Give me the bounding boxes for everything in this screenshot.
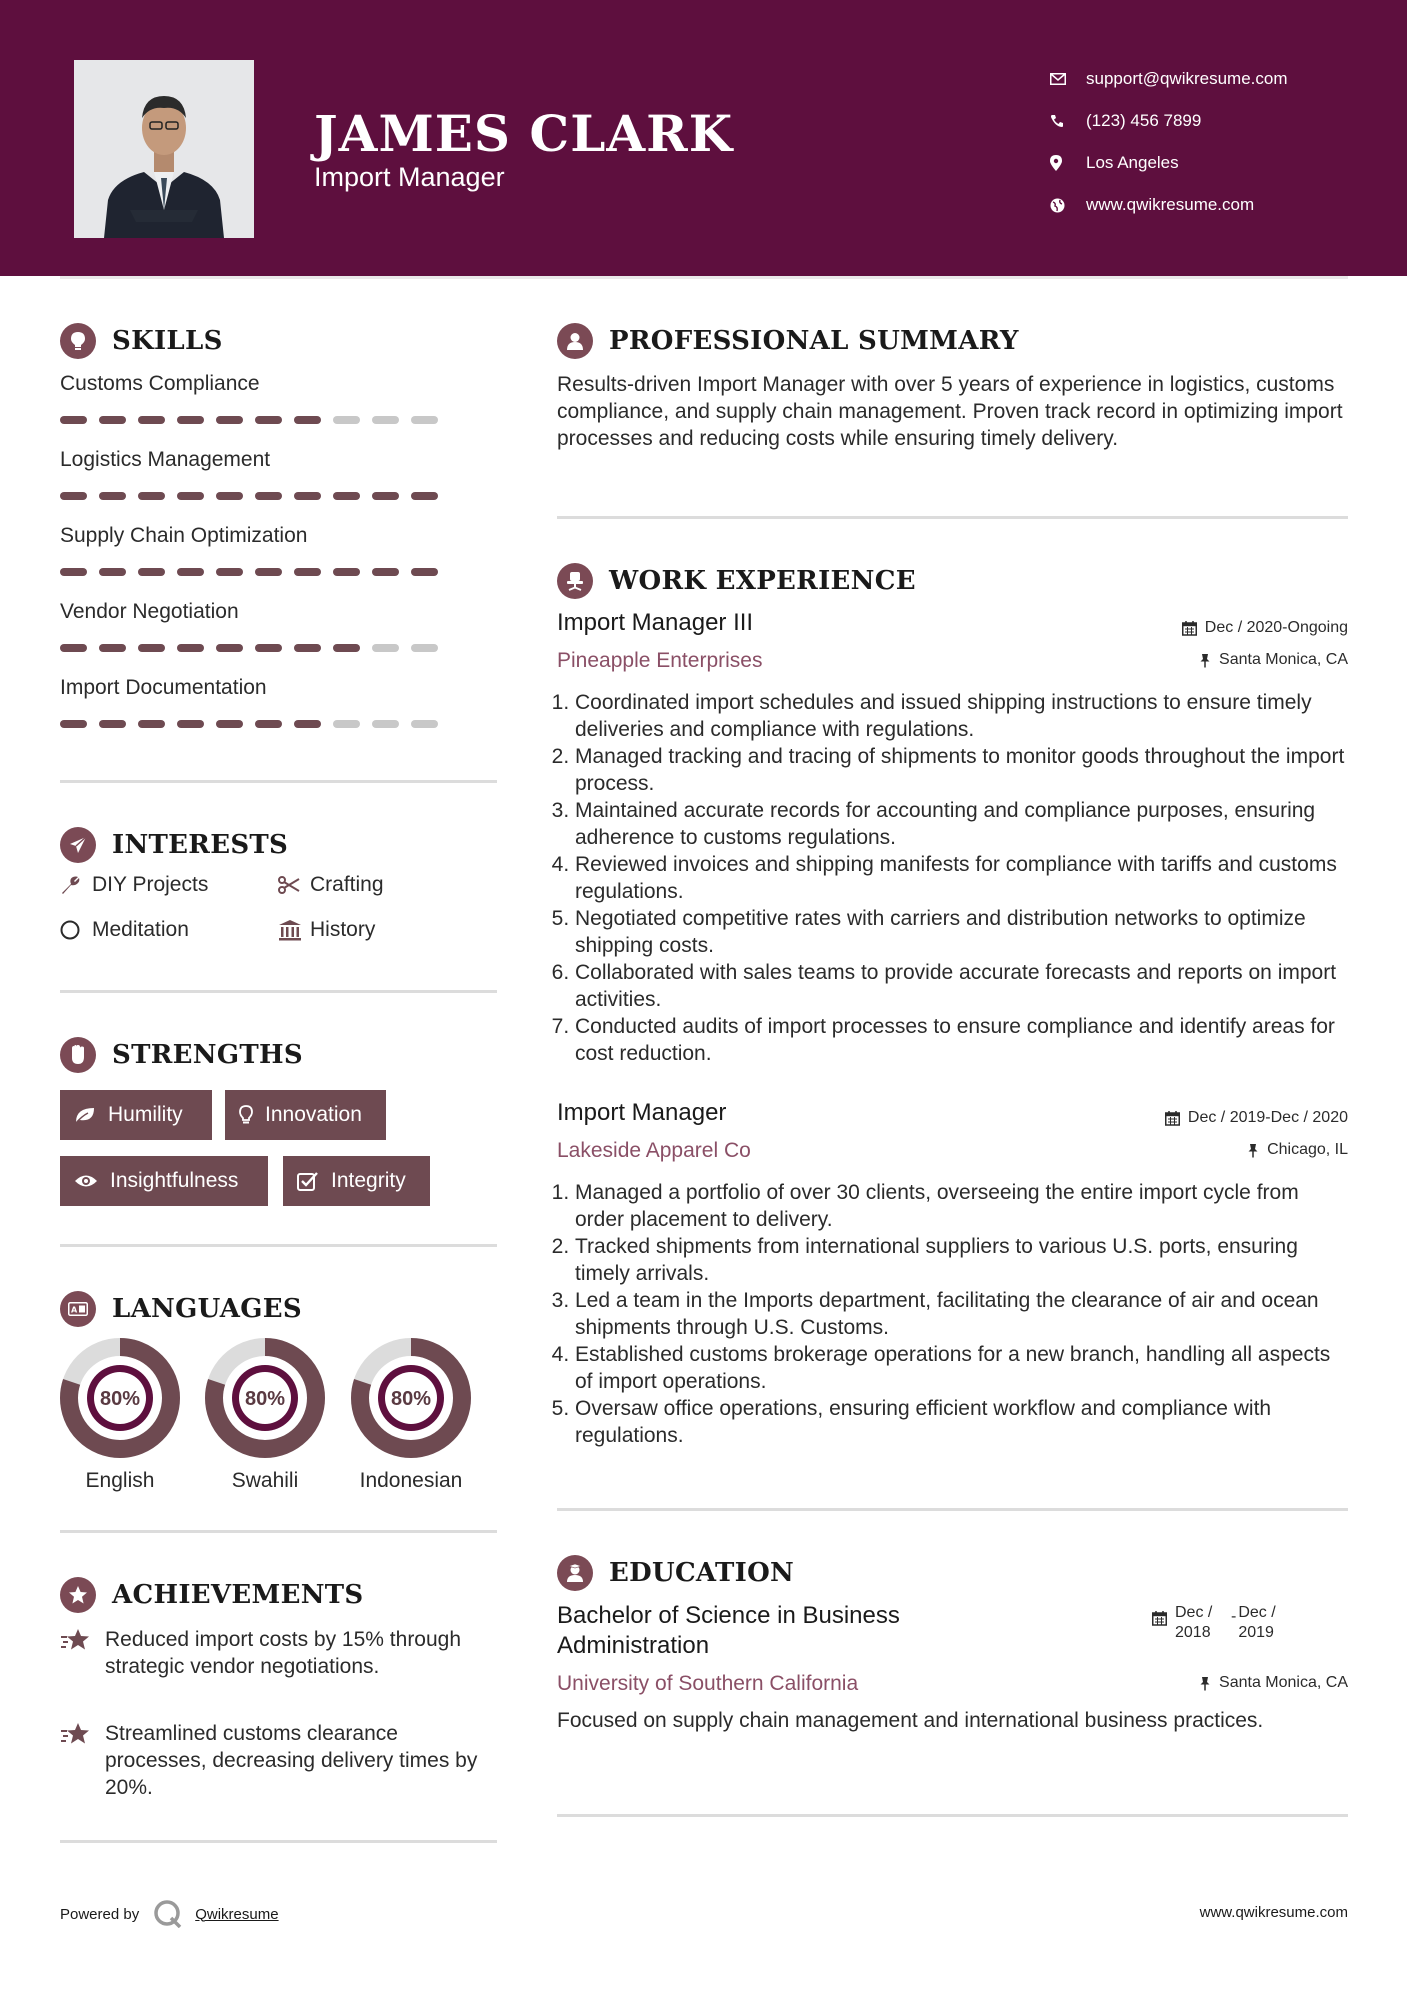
section-divider bbox=[557, 1508, 1348, 1511]
interests-heading bbox=[60, 827, 288, 863]
duty-item: 4. Established customs brokerage operations for a new branch, handling all aspects of import operations. bbox=[575, 1341, 1348, 1395]
skills-heading bbox=[60, 323, 223, 359]
skill-dot-filled bbox=[333, 644, 360, 652]
education-date-end: Dec / 2019 bbox=[1238, 1604, 1276, 1641]
job-company: Pineapple Enterprises bbox=[557, 649, 763, 672]
skill-dot-filled bbox=[411, 492, 438, 500]
section-divider bbox=[557, 1814, 1348, 1817]
leaf-icon bbox=[74, 1106, 96, 1124]
globe-icon bbox=[1050, 198, 1086, 213]
skill-dot-filled bbox=[60, 644, 87, 652]
section-divider bbox=[60, 1530, 497, 1533]
language-item bbox=[205, 1338, 325, 1493]
language-item bbox=[60, 1338, 180, 1493]
skill-level-bar bbox=[60, 492, 440, 500]
skill-dot-filled bbox=[138, 568, 165, 576]
language-percent: 80% bbox=[99, 1388, 141, 1410]
skill-item bbox=[60, 448, 440, 500]
skill-dot-filled bbox=[216, 720, 243, 728]
contact-phone[interactable] bbox=[1050, 100, 1288, 142]
education-location-text: Santa Monica, CA bbox=[1219, 1674, 1348, 1691]
duty-item: 2. Managed tracking and tracing of shipments to monitor goods throughout the import process. bbox=[575, 743, 1348, 797]
job-location-text: Chicago, IL bbox=[1267, 1141, 1348, 1158]
skill-dot-filled bbox=[294, 720, 321, 728]
skill-item bbox=[60, 372, 440, 424]
strengths-heading bbox=[60, 1037, 303, 1073]
contact-phone-text: (123) 456 7899 bbox=[1086, 111, 1202, 130]
star-badge-icon bbox=[60, 1577, 96, 1613]
job-dates-text: Dec / 2019-Dec / 2020 bbox=[1187, 1109, 1348, 1126]
skill-dot-filled bbox=[177, 416, 204, 424]
strength-label: Innovation bbox=[265, 1103, 362, 1126]
fist-icon bbox=[60, 1037, 96, 1073]
lightbulb-icon bbox=[239, 1105, 253, 1125]
job-dates bbox=[1048, 619, 1348, 637]
museum-icon bbox=[278, 919, 310, 941]
education-dates bbox=[1152, 1603, 1284, 1643]
education-title: EDUCATION bbox=[609, 1558, 795, 1588]
skill-label: Customs Compliance bbox=[60, 372, 260, 395]
skill-dot-empty bbox=[411, 644, 438, 652]
section-divider bbox=[60, 1840, 497, 1843]
graduate-icon bbox=[557, 1555, 593, 1591]
duty-item: 7. Conducted audits of import processes to ensure compliance and identify areas for cost reduction. bbox=[575, 1013, 1348, 1067]
skill-level-bar bbox=[60, 416, 440, 424]
education-heading bbox=[557, 1555, 794, 1591]
skill-dot-filled bbox=[138, 720, 165, 728]
wrench-icon bbox=[60, 875, 92, 895]
summary-heading bbox=[557, 323, 1019, 359]
pin-icon bbox=[1199, 653, 1211, 668]
achievement-item bbox=[60, 1720, 500, 1801]
contact-location-text: Los Angeles bbox=[1086, 153, 1179, 172]
duty-item: 3. Led a team in the Imports department, facilitating the clearance of air and ocean shipments through U.S. Customs. bbox=[575, 1287, 1348, 1341]
skill-dot-empty bbox=[372, 720, 399, 728]
skill-dot-filled bbox=[138, 492, 165, 500]
skill-item bbox=[60, 524, 440, 576]
skill-dot-filled bbox=[177, 568, 204, 576]
skill-dot-filled bbox=[216, 492, 243, 500]
languages-title: LANGUAGES bbox=[112, 1294, 302, 1324]
language-item bbox=[351, 1338, 471, 1493]
language-percent: 80% bbox=[390, 1388, 432, 1410]
experience-heading bbox=[557, 563, 916, 599]
skill-dot-filled bbox=[60, 492, 87, 500]
star-icon bbox=[60, 1720, 105, 1801]
achievements-title: ACHIEVEMENTS bbox=[112, 1580, 364, 1610]
duty-item: 5. Oversaw office operations, ensuring efficient workflow and compliance with regulations. bbox=[575, 1395, 1348, 1449]
education-text: Focused on supply chain management and international business practices. bbox=[557, 1709, 1264, 1732]
interest-label: Meditation bbox=[92, 918, 189, 941]
skill-label: Import Documentation bbox=[60, 676, 267, 699]
section-divider bbox=[60, 1244, 497, 1247]
skill-dot-empty bbox=[411, 416, 438, 424]
lightbulb-icon bbox=[60, 323, 96, 359]
skill-dot-filled bbox=[177, 492, 204, 500]
footer-url[interactable]: www.qwikresume.com bbox=[1199, 1904, 1348, 1921]
section-divider bbox=[557, 516, 1348, 519]
job-location bbox=[1048, 1141, 1348, 1159]
strength-label: Humility bbox=[108, 1103, 183, 1126]
skill-dot-filled bbox=[294, 644, 321, 652]
contact-website[interactable] bbox=[1050, 184, 1288, 226]
interest-label: History bbox=[310, 918, 376, 941]
skill-dot-filled bbox=[255, 492, 282, 500]
paper-plane-icon bbox=[60, 827, 96, 863]
qwikresume-link[interactable]: Qwikresume bbox=[195, 1905, 279, 1923]
interest-item bbox=[278, 873, 384, 897]
skill-dot-filled bbox=[216, 416, 243, 424]
contact-email[interactable] bbox=[1050, 58, 1288, 100]
strength-badge bbox=[60, 1090, 212, 1140]
language-name: Indonesian bbox=[359, 1469, 463, 1492]
job-company: Lakeside Apparel Co bbox=[557, 1139, 751, 1162]
job-dates-text: Dec / 2020-Ongoing bbox=[1204, 619, 1348, 636]
strength-badge bbox=[283, 1156, 430, 1206]
job-duties bbox=[557, 1179, 1348, 1449]
education-location bbox=[1048, 1674, 1348, 1692]
user-icon bbox=[557, 323, 593, 359]
duty-item: 3. Maintained accurate records for accounting and compliance purposes, ensuring adherence to customs regulations. bbox=[575, 797, 1348, 851]
envelope-icon bbox=[1050, 73, 1086, 85]
skill-dot-filled bbox=[411, 568, 438, 576]
strength-label: Integrity bbox=[331, 1169, 406, 1192]
skill-dot-filled bbox=[255, 720, 282, 728]
header-divider bbox=[60, 276, 1348, 279]
skill-level-bar bbox=[60, 568, 440, 576]
skill-level-bar bbox=[60, 720, 440, 728]
pin-icon bbox=[1247, 1143, 1259, 1158]
interest-item bbox=[278, 918, 375, 942]
resume-header bbox=[0, 0, 1407, 276]
skill-dot-filled bbox=[60, 568, 87, 576]
achievements-heading bbox=[60, 1577, 364, 1613]
skill-dot-filled bbox=[216, 568, 243, 576]
skill-dot-filled bbox=[99, 492, 126, 500]
skill-dot-filled bbox=[99, 568, 126, 576]
skill-dot-empty bbox=[411, 720, 438, 728]
job-location-text: Santa Monica, CA bbox=[1219, 651, 1348, 668]
education-school: University of Southern California bbox=[557, 1672, 859, 1695]
skill-dot-filled bbox=[138, 416, 165, 424]
education-degree: Bachelor of Science in Business Administration bbox=[557, 1602, 900, 1659]
language-name: Swahili bbox=[231, 1469, 299, 1492]
svg-text:A: A bbox=[71, 1305, 78, 1315]
strength-badge bbox=[60, 1156, 268, 1206]
skill-dot-filled bbox=[138, 644, 165, 652]
skill-dot-filled bbox=[294, 492, 321, 500]
interests-title: INTERESTS bbox=[112, 830, 289, 860]
summary-text: Results-driven Import Manager with over 5 years of experience in logistics, customs compliance, and supply chain management. Proven track record in optimizing import processes and reducing costs while ensuring timely delivery. bbox=[557, 373, 1343, 450]
check-square-icon bbox=[297, 1171, 319, 1191]
duty-item: 4. Reviewed invoices and shipping manifests for compliance with tariffs and customs regulations. bbox=[575, 851, 1348, 905]
candidate-role: Import Manager bbox=[314, 162, 505, 192]
job-title: Import Manager bbox=[557, 1099, 727, 1126]
strength-label: Insightfulness bbox=[110, 1169, 239, 1192]
interest-label: DIY Projects bbox=[92, 873, 209, 896]
skill-dot-filled bbox=[372, 492, 399, 500]
skill-label: Vendor Negotiation bbox=[60, 600, 239, 623]
job-dates bbox=[1048, 1109, 1348, 1127]
skill-dot-filled bbox=[333, 568, 360, 576]
skill-dot-filled bbox=[294, 416, 321, 424]
skill-dot-filled bbox=[255, 416, 282, 424]
skill-dot-filled bbox=[333, 492, 360, 500]
duty-item: 2. Tracked shipments from international suppliers to various U.S. ports, ensuring timely arrivals. bbox=[575, 1233, 1348, 1287]
eye-icon bbox=[74, 1173, 98, 1189]
skill-dot-empty bbox=[372, 416, 399, 424]
profile-photo bbox=[74, 60, 254, 238]
contact-list bbox=[1050, 58, 1288, 226]
interest-item bbox=[60, 873, 208, 897]
education-date-start: Dec / 2018 bbox=[1175, 1604, 1213, 1641]
achievement-item bbox=[60, 1626, 500, 1680]
skill-dot-filled bbox=[99, 416, 126, 424]
skill-dot-filled bbox=[177, 644, 204, 652]
skill-dot-empty bbox=[333, 416, 360, 424]
map-pin-icon bbox=[1050, 155, 1086, 171]
skill-dot-filled bbox=[60, 720, 87, 728]
skill-level-bar bbox=[60, 644, 440, 652]
language-ring bbox=[205, 1338, 325, 1458]
section-divider bbox=[60, 780, 497, 783]
qwikresume-logo-icon bbox=[153, 1900, 183, 1928]
languages-heading bbox=[60, 1291, 302, 1327]
language-ring bbox=[60, 1338, 180, 1458]
experience-title: WORK EXPERIENCE bbox=[609, 566, 916, 596]
education-date-separator: - bbox=[1231, 1608, 1237, 1625]
job-duties bbox=[557, 689, 1348, 1067]
section-divider bbox=[60, 990, 497, 993]
skill-dot-filled bbox=[177, 720, 204, 728]
skill-dot-filled bbox=[255, 568, 282, 576]
footer-powered bbox=[60, 1900, 279, 1928]
candidate-name: JAMES CLARK bbox=[314, 104, 734, 163]
phone-icon bbox=[1050, 114, 1086, 128]
interest-item bbox=[60, 918, 189, 942]
skill-dot-empty bbox=[372, 644, 399, 652]
office-chair-icon bbox=[557, 563, 593, 599]
skill-label: Logistics Management bbox=[60, 448, 271, 471]
scissors-icon bbox=[278, 876, 310, 894]
skill-dot-filled bbox=[99, 644, 126, 652]
pin-icon bbox=[1199, 1676, 1211, 1691]
job-location bbox=[1048, 651, 1348, 669]
calendar-icon bbox=[1182, 621, 1197, 636]
skill-dot-filled bbox=[99, 720, 126, 728]
duty-item: 1. Managed a portfolio of over 30 clients, overseeing the entire import cycle from order placement to delivery. bbox=[575, 1179, 1348, 1233]
skill-dot-filled bbox=[372, 568, 399, 576]
skill-dot-filled bbox=[294, 568, 321, 576]
contact-location bbox=[1050, 142, 1288, 184]
duty-item: 5. Negotiated competitive rates with carriers and distribution networks to optimize shipping costs. bbox=[575, 905, 1348, 959]
language-ring bbox=[351, 1338, 471, 1458]
language-name: English bbox=[85, 1469, 155, 1492]
duty-item: 1. Coordinated import schedules and issued shipping instructions to ensure timely deliveries and compliance with regulations. bbox=[575, 689, 1348, 743]
skill-item bbox=[60, 676, 440, 728]
calendar-icon bbox=[1165, 1111, 1180, 1126]
circle-icon bbox=[60, 920, 92, 940]
strengths-title: STRENGTHS bbox=[112, 1040, 303, 1070]
achievement-text: Streamlined customs clearance processes, decreasing delivery times by 20%. bbox=[105, 1722, 478, 1799]
contact-website-text: www.qwikresume.com bbox=[1086, 195, 1255, 214]
strength-badge bbox=[225, 1090, 386, 1140]
powered-by-label: Powered by bbox=[60, 1905, 140, 1923]
skill-dot-filled bbox=[255, 644, 282, 652]
contact-email-text: support@qwikresume.com bbox=[1086, 69, 1288, 88]
interest-label: Crafting bbox=[310, 873, 384, 896]
skills-title: SKILLS bbox=[112, 326, 223, 356]
star-icon bbox=[60, 1626, 105, 1680]
summary-title: PROFESSIONAL SUMMARY bbox=[609, 326, 1019, 356]
duty-item: 6. Collaborated with sales teams to provide accurate forecasts and reports on import activities. bbox=[575, 959, 1348, 1013]
skill-item bbox=[60, 600, 440, 652]
calendar-icon bbox=[1152, 1611, 1167, 1626]
skill-dot-empty bbox=[333, 720, 360, 728]
skill-dot-filled bbox=[60, 416, 87, 424]
skill-label: Supply Chain Optimization bbox=[60, 524, 308, 547]
skill-dot-filled bbox=[216, 644, 243, 652]
language-percent: 80% bbox=[244, 1388, 286, 1410]
language-icon bbox=[60, 1291, 96, 1327]
job-title: Import Manager III bbox=[557, 609, 754, 636]
achievement-text: Reduced import costs by 15% through strategic vendor negotiations. bbox=[105, 1628, 462, 1678]
